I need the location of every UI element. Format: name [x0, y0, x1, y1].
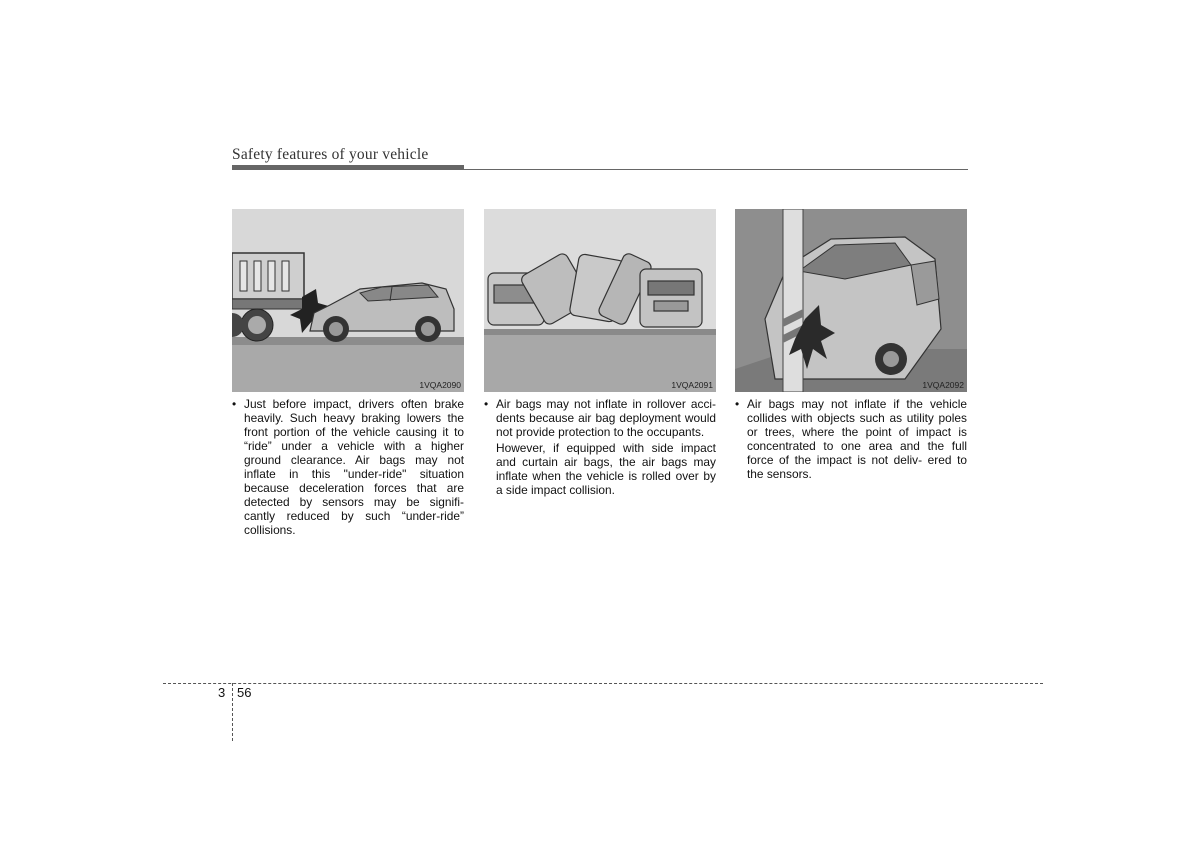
- footer-divider: [232, 683, 233, 741]
- column-under-ride: [232, 209, 464, 537]
- bullet-paragraph: [484, 397, 716, 439]
- paragraph-text: Just before impact, drivers often brake heavily. Such heavy braking lowers the front portion of the vehicle causing it to “ride” under a vehicle with a higher ground clearance. Air bags may not inflate in this "under-ride" situation because deceleration forces that are detected by sensors may be signifi- cantly reduced by such “under-ride” collisions.: [244, 397, 464, 537]
- chapter-number: 3: [218, 685, 226, 700]
- column-pole-impact: [735, 209, 967, 481]
- rollover-illustration: [484, 209, 716, 392]
- page-number: 56: [237, 685, 252, 700]
- bullet-marker: •: [232, 397, 237, 411]
- column-rollover: [484, 209, 716, 497]
- bullet-marker: •: [735, 397, 740, 411]
- illustration-rollover: [484, 209, 716, 392]
- bullet-paragraph: [232, 397, 464, 537]
- bullet-paragraph: [735, 397, 967, 481]
- figure-code: 1VQA2090: [419, 380, 461, 390]
- under-ride-illustration: [232, 209, 464, 392]
- header-rule: [232, 169, 968, 170]
- footer-rule: [163, 683, 1043, 684]
- figure-code: 1VQA2091: [671, 380, 713, 390]
- illustration-pole-impact: [735, 209, 967, 392]
- illustration-under-ride: [232, 209, 464, 392]
- page-header-title: Safety features of your vehicle: [232, 146, 429, 163]
- paragraph-text: However, if equipped with side impact and curtain air bags, the air bags may inflate when the vehicle is rolled over by a side impact collision.: [496, 441, 716, 497]
- figure-code: 1VQA2092: [922, 380, 964, 390]
- bullet-marker: •: [484, 397, 489, 411]
- pole-impact-illustration: [735, 209, 967, 392]
- paragraph-text: Air bags may not inflate in rollover acci- dents because air bag deployment would not provide protection to the occupants.: [496, 397, 716, 439]
- paragraph-text: Air bags may not inflate if the vehicle collides with objects such as utility poles or trees, where the point of impact is concentrated to one area and the full force of the impact is not deliv- ered to the sensors.: [747, 397, 967, 481]
